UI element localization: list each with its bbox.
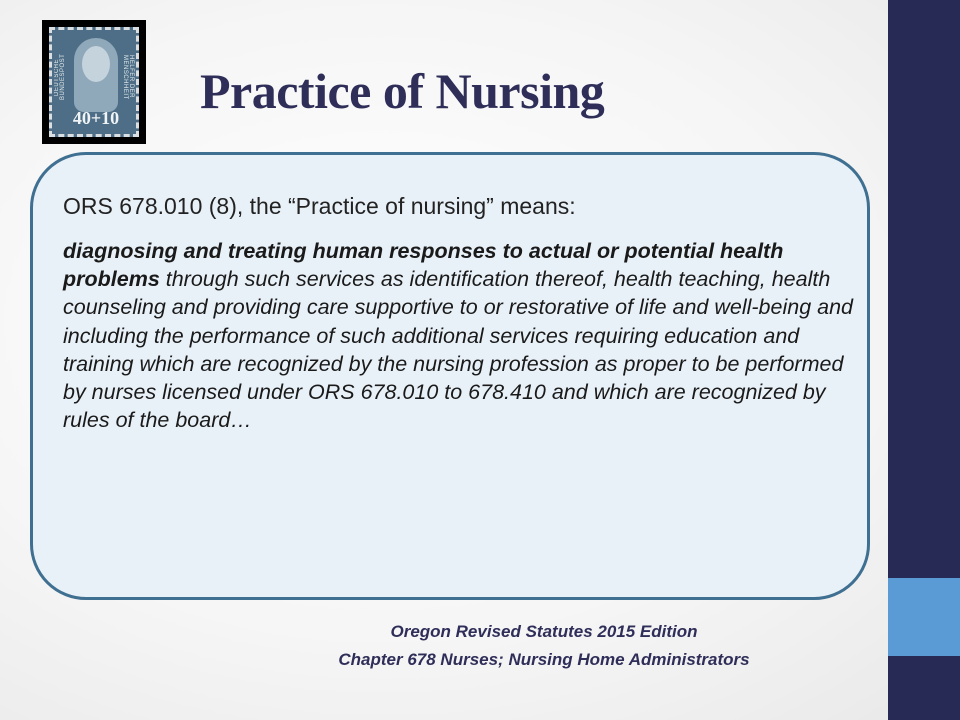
stamp-inner <box>49 27 139 137</box>
ors-lead-text: ORS 678.010 (8), the “Practice of nursing” means: <box>63 193 576 219</box>
stamp-right-text: HELFER DER MENSCHHEIT <box>122 54 134 100</box>
definition-bold-text: diagnosing and treating human responses to actual or potential health problems <box>63 239 784 292</box>
stamp-face <box>82 46 110 82</box>
definition-box <box>30 152 870 600</box>
citation <box>200 618 888 674</box>
citation-line-2: Chapter 678 Nurses; Nursing Home Administrators <box>338 650 750 669</box>
stamp-value: 40+10 <box>72 108 120 128</box>
definition-text <box>63 237 863 434</box>
stamp-left-text: DEUTSCHE BUNDESPOST <box>54 53 66 101</box>
definition-rest-text: through such services as identification thereof, health teaching, health counseling and providing care supportive to or restorative of life and well-being and including the performance of such additional services requiring education and training which are recognized by the nursing profession as proper to be performed by nurses licensed under ORS 678.010 to 678.410 and which are recognized by rules of the board… <box>63 267 853 433</box>
slide-title: Practice of Nursing <box>200 63 605 119</box>
citation-line-1: Oregon Revised Statutes 2015 Edition <box>390 622 698 641</box>
nightingale-stamp-image <box>42 20 146 144</box>
sidebar-accent-bar <box>888 578 960 656</box>
